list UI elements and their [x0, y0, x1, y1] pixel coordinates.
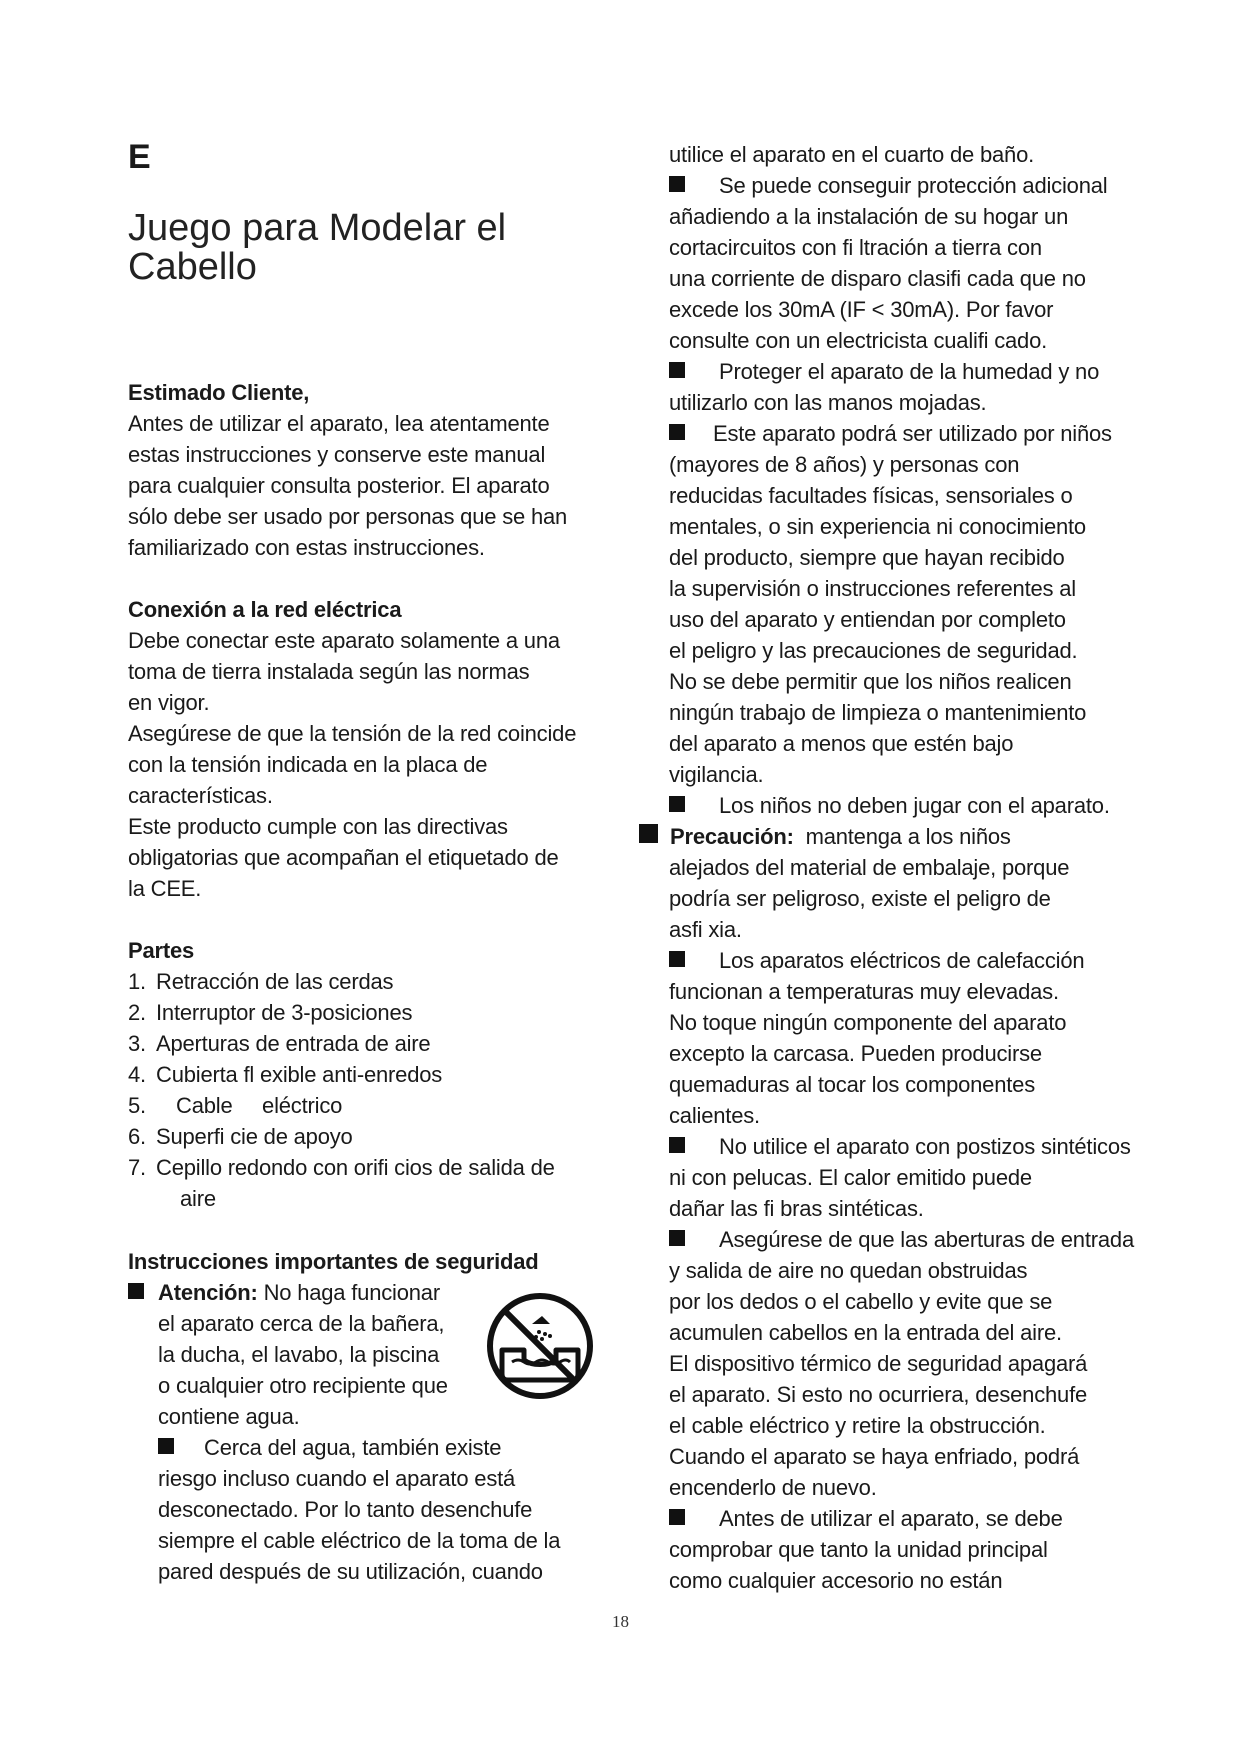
right-text: uso del aparato y entiendan por completo	[669, 607, 1066, 632]
right-text: una corriente de disparo clasifi cada que no	[669, 266, 1086, 291]
parts-item-continuation: aire	[180, 1186, 216, 1211]
parts-item-label: Cepillo redondo con orifi cios de salida de	[156, 1155, 555, 1180]
bullet-text: No utilice el aparato con postizos sintéticos	[719, 1134, 1131, 1159]
right-text: (mayores de 8 años) y personas con	[669, 452, 1020, 477]
bullet-text: Antes de utilizar el aparato, se debe	[719, 1506, 1063, 1531]
parts-item-number: 1.	[128, 969, 146, 994]
bullet-square-icon	[669, 1230, 685, 1246]
bullet-item	[669, 356, 1099, 387]
right-text: No toque ningún componente del aparato	[669, 1010, 1067, 1035]
right-text: alejados del material de embalaje, porque	[669, 855, 1070, 880]
bullet-text: Se puede conseguir protección adicional	[719, 173, 1108, 198]
right-text: la supervisión o instrucciones referentes al	[669, 576, 1076, 601]
parts-item-number: 6.	[128, 1124, 146, 1149]
right-text: mentales, o sin experiencia ni conocimiento	[669, 514, 1086, 539]
bullet-item	[669, 1224, 1134, 1255]
right-text: del aparato a menos que estén bajo	[669, 731, 1014, 756]
attention-text: la ducha, el lavabo, la piscina	[158, 1342, 440, 1367]
parts-item-number: 5.	[128, 1093, 146, 1118]
customer-text: Antes de utilizar el aparato, lea atentamente	[128, 411, 550, 436]
parts-item-number: 7.	[128, 1155, 146, 1180]
caution-bullet	[639, 821, 1011, 852]
bullet-square-icon	[669, 1137, 685, 1153]
right-text: ningún trabajo de limpieza o mantenimiento	[669, 700, 1087, 725]
customer-text: estas instrucciones y conserve este manual	[128, 442, 546, 467]
right-text: acumulen cabellos en la entrada del aire.	[669, 1320, 1062, 1345]
connection-text: la CEE.	[128, 876, 202, 901]
bullet-item	[669, 1503, 1063, 1534]
right-text: dañar las fi bras sintéticas.	[669, 1196, 924, 1221]
parts-item-label: Aperturas de entrada de aire	[156, 1031, 431, 1056]
right-text: excede los 30mA (IF < 30mA). Por favor	[669, 297, 1054, 322]
parts-item-number: 2.	[128, 1000, 146, 1025]
bullet-item	[669, 170, 1107, 201]
right-text: utilizarlo con las manos mojadas.	[669, 390, 987, 415]
attention-text: o cualquier otro recipiente que	[158, 1373, 448, 1398]
connection-text: Debe conectar este aparato solamente a una	[128, 628, 560, 653]
bullet-text: Los aparatos eléctricos de calefacción	[719, 948, 1085, 973]
connection-text: con la tensión indicada en la placa de	[128, 752, 488, 777]
bullet-item	[669, 790, 1110, 821]
bullet-text: Asegúrese de que las aberturas de entrada	[719, 1227, 1134, 1252]
parts-item-label: Interruptor de 3-posiciones	[156, 1000, 413, 1025]
connection-heading: Conexión a la red eléctrica	[128, 597, 402, 622]
customer-text: sólo debe ser usado por personas que se han	[128, 504, 568, 529]
parts-list-item	[128, 997, 412, 1028]
bullet-item	[669, 945, 1084, 976]
right-text: consulte con un electricista cualifi cado.	[669, 328, 1048, 353]
parts-item-label: Retracción de las cerdas	[156, 969, 394, 994]
bullet-square-icon	[669, 796, 685, 812]
right-text: utilice el aparato en el cuarto de baño.	[669, 142, 1035, 167]
right-text: el aparato. Si esto no ocurriera, desenchufe	[669, 1382, 1088, 1407]
attention-text: contiene agua.	[158, 1404, 300, 1429]
bullet-square-icon	[669, 424, 685, 440]
right-text: No se debe permitir que los niños realicen	[669, 669, 1072, 694]
water-bullet	[158, 1432, 501, 1463]
customer-text: familiarizado con estas instrucciones.	[128, 535, 485, 560]
water-text: siempre el cable eléctrico de la toma de la	[158, 1528, 561, 1553]
caution-text: mantenga a los niños	[805, 824, 1011, 849]
right-text: podría ser peligroso, existe el peligro de	[669, 886, 1051, 911]
bullet-text: Los niños no deben jugar con el aparato.	[719, 793, 1110, 818]
attention-text: el aparato cerca de la bañera,	[158, 1311, 445, 1336]
water-text: Cerca del agua, también existe	[204, 1435, 502, 1460]
right-text: calientes.	[669, 1103, 760, 1128]
bullet-square-icon	[158, 1438, 174, 1454]
connection-text: obligatorias que acompañan el etiquetado de	[128, 845, 559, 870]
right-text: y salida de aire no quedan obstruidas	[669, 1258, 1028, 1283]
water-text: pared después de su utilización, cuando	[158, 1559, 543, 1584]
right-text: quemaduras al tocar los componentes	[669, 1072, 1035, 1097]
parts-item-label: Cubierta fl exible anti-enredos	[156, 1062, 443, 1087]
attention-bullet	[128, 1277, 440, 1308]
right-text: cortacircuitos con fi ltración a tierra con	[669, 235, 1042, 260]
parts-heading: Partes	[128, 938, 195, 963]
water-text: riesgo incluso cuando el aparato está	[158, 1466, 516, 1491]
right-text: excepto la carcasa. Pueden producirse	[669, 1041, 1042, 1066]
parts-item-label: Cable eléctrico	[176, 1093, 343, 1118]
bullet-text: Proteger el aparato de la humedad y no	[719, 359, 1100, 384]
right-text: encenderlo de nuevo.	[669, 1475, 877, 1500]
safety-heading: Instrucciones importantes de seguridad	[128, 1249, 539, 1274]
attention-text: No haga funcionar	[263, 1280, 440, 1305]
customer-text: para cualquier consulta posterior. El aparato	[128, 473, 550, 498]
customer-heading: Estimado Cliente,	[128, 380, 310, 405]
right-text: del producto, siempre que hayan recibido	[669, 545, 1065, 570]
right-text: por los dedos o el cabello y evite que se	[669, 1289, 1053, 1314]
connection-text: características.	[128, 783, 273, 808]
parts-item-number: 4.	[128, 1062, 146, 1087]
parts-item-label: Superfi cie de apoyo	[156, 1124, 353, 1149]
bullet-text: Este aparato podrá ser utilizado por niños	[713, 421, 1112, 446]
right-text: el cable eléctrico y retire la obstrucción.	[669, 1413, 1046, 1438]
bullet-square-icon	[128, 1283, 144, 1299]
bullet-square-icon	[669, 951, 685, 967]
right-text: ni con pelucas. El calor emitido puede	[669, 1165, 1032, 1190]
bullet-square-icon	[669, 176, 685, 192]
right-text: comprobar que tanto la unidad principal	[669, 1537, 1048, 1562]
page-title-line-2: Cabello	[128, 246, 257, 288]
water-text: desconectado. Por lo tanto desenchufe	[158, 1497, 533, 1522]
right-text: el peligro y las precauciones de seguridad.	[669, 638, 1078, 663]
connection-text: Este producto cumple con las directivas	[128, 814, 508, 839]
connection-text: en vigor.	[128, 690, 210, 715]
right-text: añadiendo a la instalación de su hogar un	[669, 204, 1069, 229]
parts-list-item	[128, 966, 393, 997]
connection-text: toma de tierra instalada según las normas	[128, 659, 530, 684]
right-text: funcionan a temperaturas muy elevadas.	[669, 979, 1059, 1004]
bullet-square-icon	[639, 824, 658, 843]
no-water-warning-icon	[484, 1290, 596, 1402]
right-text: Cuando el aparato se haya enfriado, podrá	[669, 1444, 1080, 1469]
parts-item-number: 3.	[128, 1031, 146, 1056]
parts-list-item	[128, 1121, 353, 1152]
right-text: asfi xia.	[669, 917, 742, 942]
parts-list-item	[128, 1152, 555, 1183]
bullet-square-icon	[669, 1509, 685, 1525]
bullet-item	[669, 1131, 1131, 1162]
attention-label: Atención:	[158, 1280, 258, 1305]
page-title-line-1: Juego para Modelar el	[128, 207, 507, 249]
bullet-item	[669, 418, 1112, 449]
parts-list-item	[128, 1059, 442, 1090]
right-text: vigilancia.	[669, 762, 764, 787]
page-number: 18	[612, 1612, 629, 1631]
right-text: como cualquier accesorio no están	[669, 1568, 1003, 1593]
right-text: El dispositivo térmico de seguridad apagará	[669, 1351, 1088, 1376]
parts-list-item	[128, 1028, 430, 1059]
language-letter: E	[128, 138, 151, 176]
caution-label: Precaución:	[670, 824, 794, 849]
connection-text: Asegúrese de que la tensión de la red coincide	[128, 721, 577, 746]
parts-list-item	[128, 1090, 342, 1121]
bullet-square-icon	[669, 362, 685, 378]
right-text: reducidas facultades físicas, sensoriales o	[669, 483, 1073, 508]
